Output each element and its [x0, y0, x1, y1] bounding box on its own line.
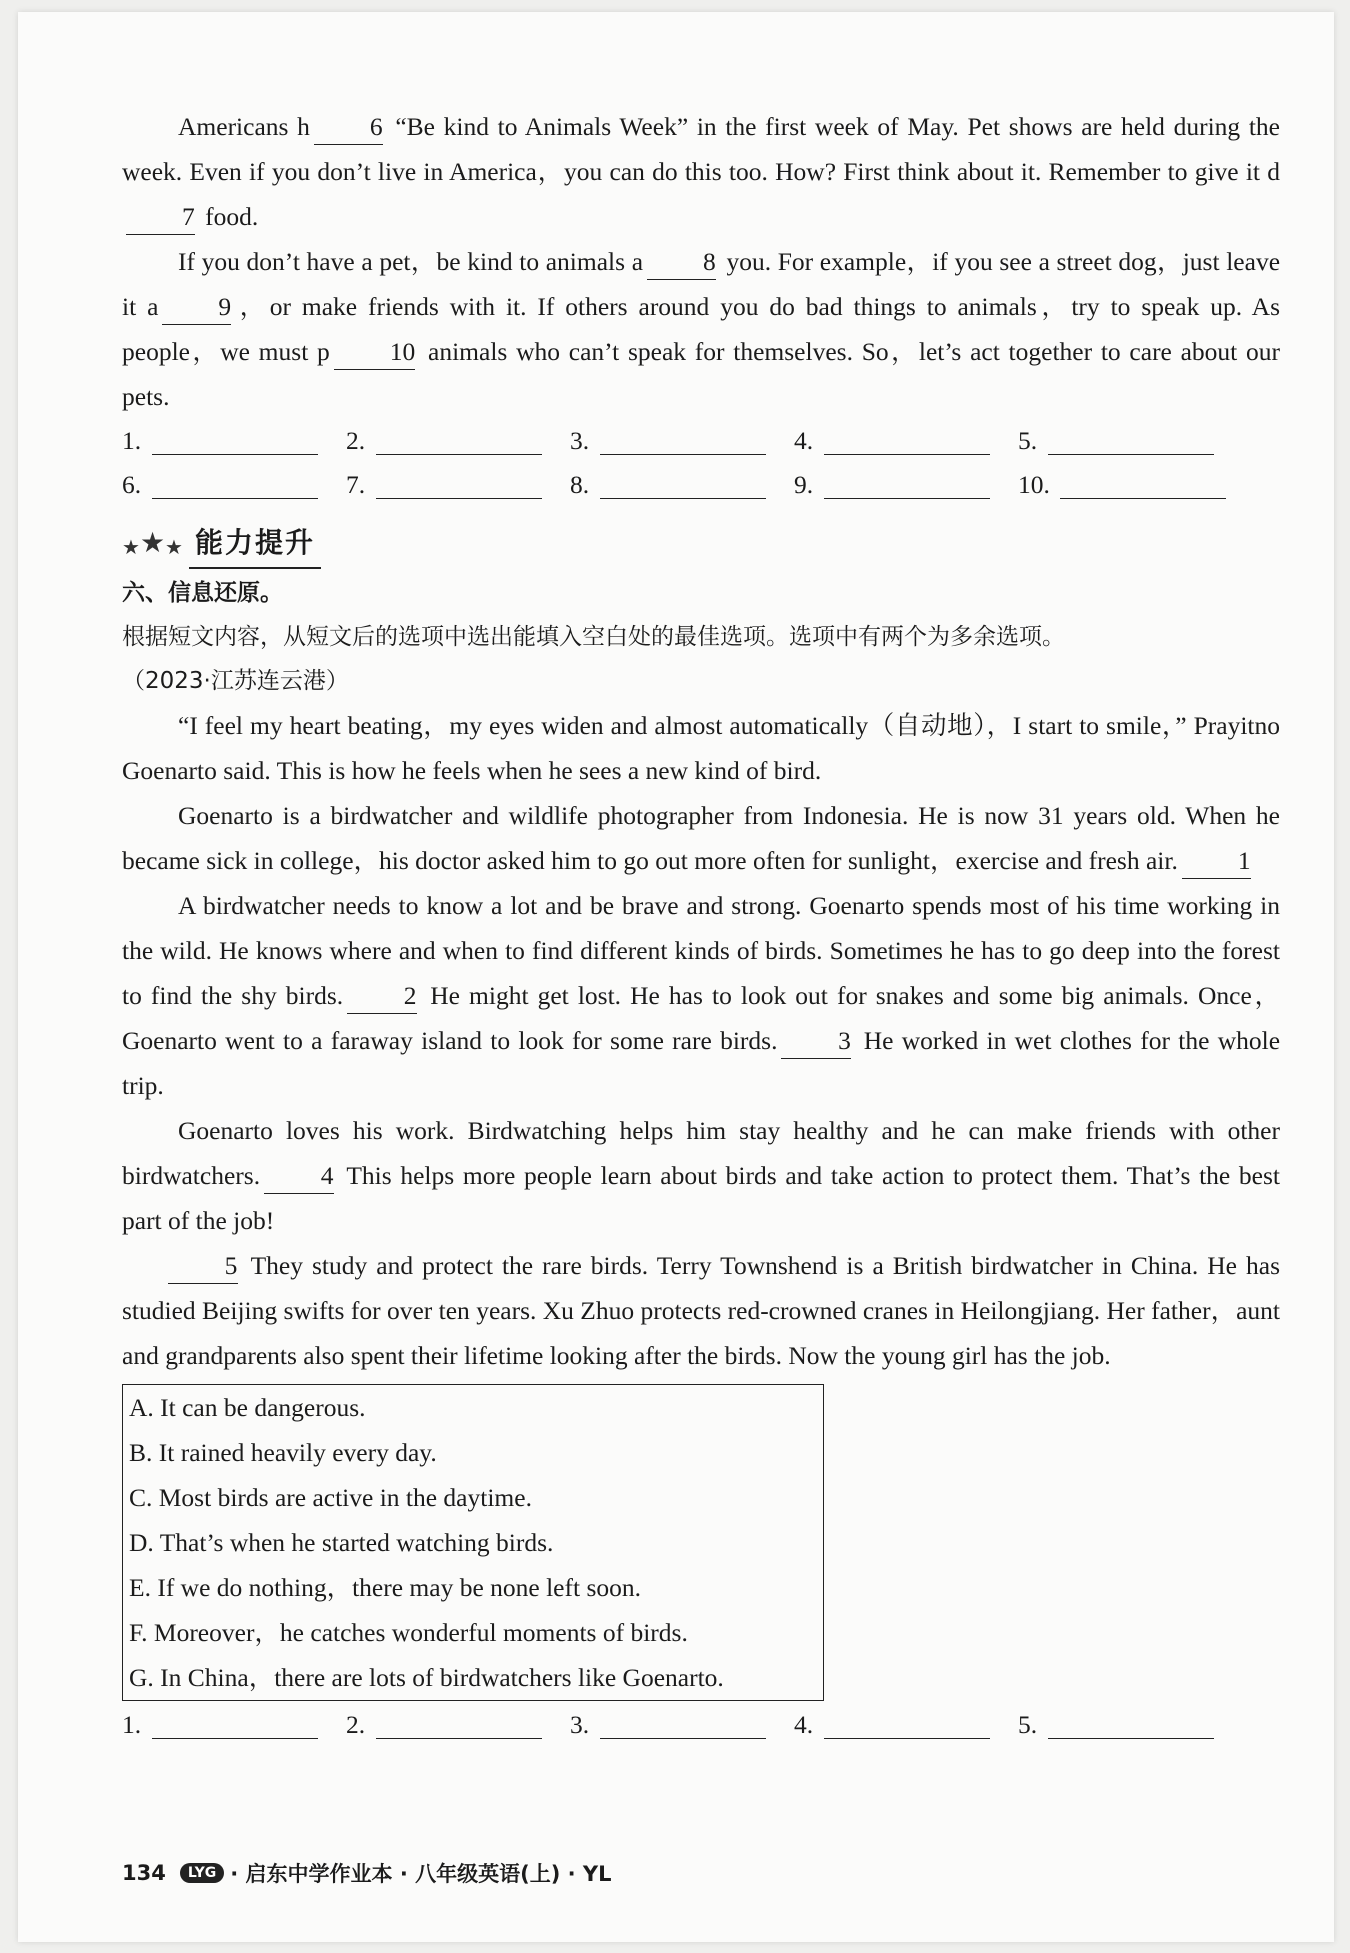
text: Goenarto loves his work. Birdwatching helps him stay healthy and he can make friends with other birdwatchers. — [122, 1116, 1280, 1190]
answer-line[interactable] — [824, 1708, 990, 1739]
answer-slot[interactable] — [570, 462, 794, 507]
answer-slot[interactable] — [346, 462, 570, 507]
answer-line[interactable] — [376, 1708, 542, 1739]
text: animals who can’t speak for themselves. So，let’s act together to care about our pets. — [122, 337, 1281, 411]
answer-number: 1. — [122, 426, 142, 455]
answer-number: 9. — [794, 470, 814, 499]
text: “Be kind to Animals Week” in the first week of May. Pet shows are held during the week. Even if you don’t live in America，you can do this too. How? First think about it. Remember to give it d — [122, 112, 1280, 186]
text: Goenarto is a birdwatcher and wildlife photographer from Indonesia. He is now 31 years old. When he became sick in college，his doctor asked him to go out more often for sunlight，exercise and fresh air. — [122, 801, 1280, 875]
answer-number: 3. — [570, 426, 590, 455]
answer-number: 4. — [794, 426, 814, 455]
text: He might get lost. He has to look out for snakes and some big animals. Once，Goenarto went to a faraway island to look for some rare birds. — [122, 981, 1281, 1055]
blank-3: 3 — [781, 1024, 851, 1059]
text: This helps more people learn about birds and take action to protect them. That’s the best part of the job! — [122, 1161, 1280, 1235]
option-a: A. It can be dangerous. — [129, 1393, 366, 1422]
answer-number: 10. — [1018, 470, 1050, 499]
answer-slot[interactable] — [1018, 418, 1242, 463]
answer-slot[interactable] — [794, 418, 1018, 463]
blank-1: 1 — [1182, 844, 1251, 879]
text: ，or make friends with it. If others around you do bad things to animals，try to speak up. As people，we must p — [122, 292, 1280, 366]
answer-line[interactable] — [152, 424, 318, 455]
answer-line[interactable] — [152, 468, 318, 499]
answer-slot[interactable] — [1018, 1702, 1242, 1747]
answer-number: 2. — [346, 426, 366, 455]
answer-line[interactable] — [1048, 424, 1214, 455]
page-footer — [122, 1858, 612, 1888]
answer-slot[interactable] — [794, 1702, 1018, 1747]
book-title: · 启东中学作业本 · 八年级英语(上) · YL — [230, 1862, 612, 1886]
blank-5: 5 — [168, 1249, 238, 1284]
source-note: （2023·江苏连云港） — [122, 668, 349, 694]
answer-number: 1. — [122, 1710, 142, 1739]
answer-slot[interactable] — [346, 418, 570, 463]
answer-slot[interactable] — [570, 418, 794, 463]
instruction: 根据短文内容，从短文后的选项中选出能填入空白处的最佳选项。选项中有两个为多余选项。 — [122, 624, 1065, 650]
workbook-page — [18, 12, 1334, 1942]
answer-line[interactable] — [824, 468, 990, 499]
answer-line[interactable] — [824, 424, 990, 455]
blank-10: 10 — [334, 335, 416, 370]
text: food. — [205, 202, 259, 231]
option-f: F. Moreover，he catches wonderful moments of birds. — [129, 1618, 688, 1647]
text: A birdwatcher needs to know a lot and be brave and strong. Goenarto spends most of his time working in the wild. He knows where and when to find different kinds of birds. Sometimes he has to go deep into the forest to find the shy birds. — [122, 891, 1280, 1010]
answer-lines-b — [122, 1703, 1280, 1747]
passage2-paragraph4 — [122, 1108, 1280, 1243]
option-e: E. If we do nothing，there may be none left soon. — [129, 1573, 641, 1602]
publisher-logo: LYG — [180, 1863, 224, 1883]
text: He worked in wet clothes for the whole trip. — [122, 1026, 1281, 1100]
answer-line[interactable] — [376, 424, 542, 455]
blank-7: 7 — [126, 200, 195, 235]
answer-number: 6. — [122, 470, 142, 499]
answer-slot[interactable] — [122, 1702, 346, 1747]
answer-number: 2. — [346, 1710, 366, 1739]
answer-number: 5. — [1018, 1710, 1038, 1739]
page-content — [122, 104, 1280, 1747]
answer-line[interactable] — [1048, 1708, 1214, 1739]
answer-slot[interactable] — [122, 418, 346, 463]
answer-slot[interactable] — [346, 1702, 570, 1747]
answer-line[interactable] — [600, 424, 766, 455]
text: Americans h — [178, 112, 310, 141]
answer-number: 4. — [794, 1710, 814, 1739]
answer-line[interactable] — [600, 1708, 766, 1739]
blank-8: 8 — [647, 245, 716, 280]
answer-slot[interactable] — [122, 462, 346, 507]
answer-slot[interactable] — [794, 462, 1018, 507]
blank-4: 4 — [264, 1159, 334, 1194]
answer-slot[interactable] — [570, 1702, 794, 1747]
answer-slot[interactable] — [1018, 462, 1242, 507]
blank-2: 2 — [347, 979, 417, 1014]
answer-line[interactable] — [152, 1708, 318, 1739]
passage2-paragraph3 — [122, 883, 1280, 1108]
option-c: C. Most birds are active in the daytime. — [129, 1483, 532, 1512]
option-b: B. It rained heavily every day. — [129, 1438, 437, 1467]
part-heading: 六、信息还原。 — [122, 580, 283, 606]
passage2-paragraph2 — [122, 793, 1280, 883]
page-number: 134 — [122, 1861, 166, 1885]
answer-number: 8. — [570, 470, 590, 499]
text: you. For example，if you see a street dog，just leave it a — [122, 247, 1281, 321]
passage1-paragraph2 — [122, 239, 1280, 419]
options-box — [122, 1384, 824, 1701]
section-header — [122, 517, 1280, 571]
answer-line[interactable] — [600, 468, 766, 499]
blank-6: 6 — [314, 110, 383, 145]
passage2-paragraph5 — [122, 1243, 1280, 1378]
answer-number: 5. — [1018, 426, 1038, 455]
answer-line[interactable] — [376, 468, 542, 499]
answer-number: 7. — [346, 470, 366, 499]
passage2-paragraph1: “I feel my heart beating，my eyes widen and almost automatically（自动地），I start to smile，” Prayitno Goenarto said. This is how he feels when he sees a new kind of bird. — [122, 711, 1280, 785]
answer-row-1 — [122, 419, 1280, 463]
option-g: G. In China，there are lots of birdwatchers like Goenarto. — [129, 1663, 724, 1692]
option-d: D. That’s when he started watching birds. — [129, 1528, 554, 1557]
stars-icon: ★ ★ ★ — [122, 528, 183, 559]
answer-row-2 — [122, 463, 1280, 507]
section-title: 能力提升 — [189, 520, 321, 569]
answer-number: 3. — [570, 1710, 590, 1739]
blank-9: 9 — [162, 290, 231, 325]
text: They study and protect the rare birds. Terry Townshend is a British birdwatcher in China. He has studied Beijing swifts for over ten years. Xu Zhuo protects red-crowned cranes in Heilongjiang. Her father，aunt and grandparents also spent their lifetime looking after the birds. Now the young girl has the job. — [122, 1251, 1280, 1370]
passage1-paragraph1 — [122, 104, 1280, 239]
answer-lines-a — [122, 419, 1280, 507]
text: If you don’t have a pet，be kind to animals a — [178, 247, 644, 276]
answer-line[interactable] — [1060, 468, 1226, 499]
